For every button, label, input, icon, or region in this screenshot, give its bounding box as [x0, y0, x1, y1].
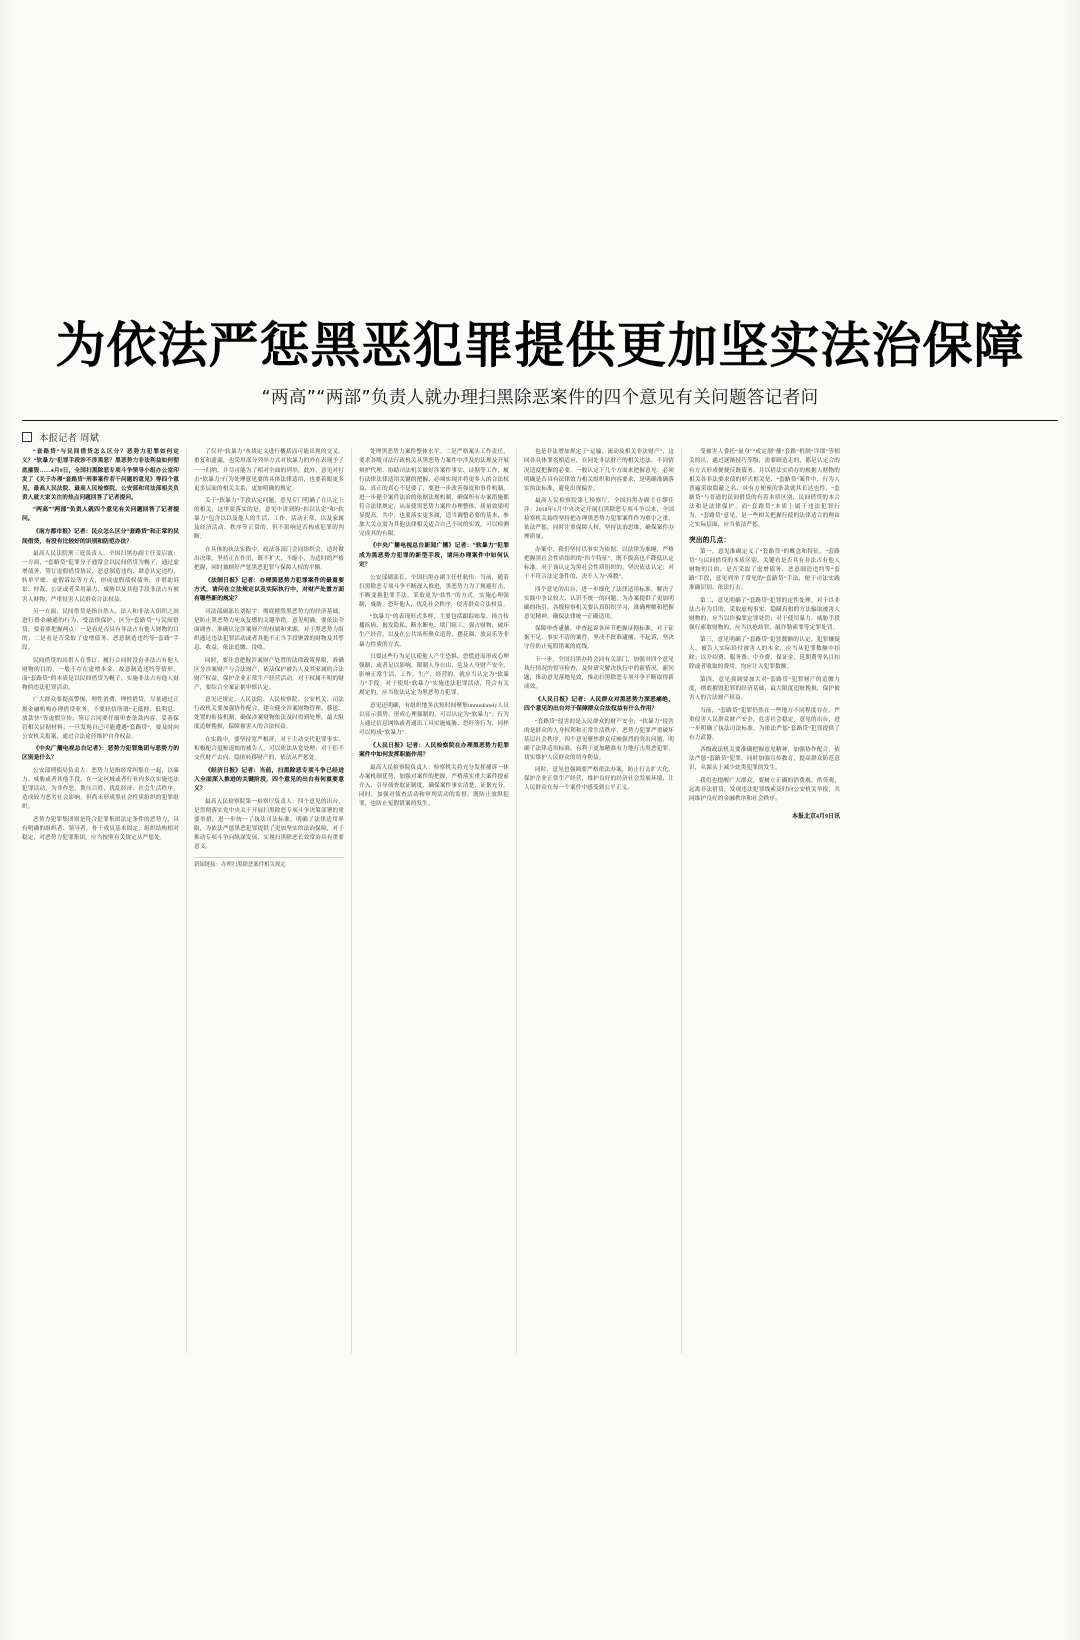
paragraph: 受被害人委托“量身”“成定制”催“套路”机制“详细”等相关的认，通过逐渐技巧等级，需要制造走的，都是认定合的有方式形成便便反既债务，并以借法实质存的根据人财物的相关各非法要求债的形式相关是，“套路贷”案件中，行为人普遍采取隐蔽之名、具有方便预的条款就其长达也性，“套路贷”与普通的民间借贷的有着本质区别，民间借贷的本合法和是法律保护，而“套路贷”本质上属于违法犯罪行为，“套路贷”意见，是一些相关把握行使的法律适合的理由之实际层面，应当依法严惩。: [689, 449, 840, 528]
news-link-caption: 新闻链接：办理扫黑除恶案件相关规定: [194, 857, 344, 869]
paragraph: 保障审查逮捕、审查起诉各环节把握证据标准，对于证据不足、事实不清的案件，坚决不批准逮捕、不起诉，坚决守住防止冤假错案的底线。: [524, 626, 674, 651]
paragraph: 第四，意见强调要加大对“套路贷”犯罪财产的追缴力度，彻底摧毁犯罪的经济基础，最大限度追赃挽损，保护被害人的合法财产权益。: [689, 676, 840, 702]
paragraph: 第一，意见准确定义了“套路贷”的概念和特征。“套路贷”与民间借贷的本质区别，关键看是否具有非法占有他人财物的目的，是否采取了虚增债务、恶意制造违约等“套路”手段，意见列举了常见的“套路贷”手法，便于司法实践准确识别、依法打击。: [689, 548, 840, 592]
paragraph: 最高人民检察院第一检察厅负责人：四个意见的出台，是贯彻落实党中央关于开展扫黑除恶专项斗争决策部署的重要举措，进一步统一了执法司法标准，明确了法律适用界限，为依法严惩黑恶犯罪提供了更加坚实的法治保障，对于推动专项斗争向纵深发展、实现扫黑除恶长效常治具有重要意义。: [194, 798, 344, 851]
paragraph: 另一方面，民间借贷是指自然人、法人和非法人组织之间进行资金融通的行为，受法律保护。区分“套路贷”与民间借贷，要着重把握两点：一是看是否具有非法占有他人财物的目的；二是看是否采取了虚增债务、恶意制造违约等“套路”手段。: [22, 609, 179, 652]
paragraph: 最高人民检察院负责人：检察机关将充分发挥捕诉一体办案机制优势，加强对案件的把握，严格落实重大案件提前介入、引导侦查取证制度，确保案件事实清楚、证据充分。同时，加强对侦查活动和审判活动的监督，既防止放纵犯罪，也防止冤假错案的发生。: [359, 764, 509, 807]
article-sheet: [22, 317, 1058, 1330]
question-heading: 《中央广播电视总台新闻广播》记者：“软暴力”犯罪成为黑恶势力犯罪的新型手段，请问办理案件中如何认定？: [359, 543, 509, 568]
column-2: [187, 448, 352, 1353]
paragraph: 下一步，全国扫黑办将会同有关部门，加强对四个意见执行情况的督导检查，及时研究解决执行中的新情况、新问题，推动意见落地见效，推动扫黑除恶专项斗争不断取得新成效。: [524, 656, 674, 691]
paragraph: 广大群众要提高警惕，理性消费、理性借贷，尽量通过正规金融机构办理借贷业务，不要轻信所谓“无抵押、低利息、放款快”等虚假宣传；签订合同要仔细审查条款内容，妥善保管相关证据材料；一旦发现自己可能遭遇“套路贷”，要及时向公安机关报案，通过合法途径维护自身权益。: [22, 697, 179, 740]
paragraph: “套路贷”侵害的是人民群众的财产安全，“软暴力”侵害的是群众的人身权利和正常生活秩序，恶势力犯罪严重破坏基层社会秩序。四个意见聚焦群众反映强烈的突出问题，明确了法律适用标准，有利于更加精准有力地打击黑恶犯罪，切实维护人民群众的切身利益。: [524, 718, 674, 761]
question-heading: 《法制日报》记者：办理黑恶势力犯罪案件的最重要方式，请问在立法规定以及实际执行中，对财产处置方面有哪些新的规定？: [194, 577, 344, 603]
byline-text: 本报记者 周斌: [39, 433, 100, 445]
paragraph: 司法部副部长刘振宇：彻底摧毁黑恶势力的经济基础，是防止黑恶势力死灰复燃的关键举措。意见明确，要依法全面调查、准确认定涉案财产的权属和来源，对于黑恶势力组织通过违法犯罪活动或者其他不正当手段聚敛的财物及其孳息、收益，依法追缴、没收。: [194, 608, 344, 652]
paragraph: 四个意见的出台，进一步细化了法律适用标准，解决了实践中争议较大、认识不统一的问题，为办案提供了更加明确的指引。各级检察机关要认真组织学习，准确理解和把握意见精神，确保法律统一正确适用。: [524, 586, 674, 620]
paragraph: 处理黑恶势力案件整体水平。二是严格案头工作责任，要求各级司法行政机关从黑恶势力案件中涉及的法规及开展辩护代理、协助司法机关做好涉案件事实、证据等工作，履行法律法律适用关键的把握，必须实现并将更多人的合法权益，真正的真心不是要了，要进一步改善强度和事件机制，进一步健全案件法治的依据法规机制，确保所有办案措施都符合法律规定，从而使黑恶势力案件办理整体，质量效果明显提高，共中，也要落实更多属，适当调整必要的基本，参加大关点需为其他法律相关适合自己不同的实效，可以检测完成其的有限。: [359, 449, 509, 537]
column-5: [682, 448, 847, 1353]
question-heading: 《人民日报》记者：人民群众对黑恶势力深恶痛绝，四个意见的出台对于保障群众合法权益有什么作用？: [524, 696, 674, 712]
paragraph: 了仅对“软暴力”本质定义进行概括而可能出现的交叉、重复和遗漏，也采用部分列举方式对软暴力的外在表现予了一一归纳，并尽可能为了相对全面的列举，此外，意见对打击“软暴力”行为处理意见要的具体法律适用，也要着眼更多更多层面的相关关系，更加明确的规定。: [194, 449, 344, 492]
paragraph: 我们也提醒广大群众，要树立正确的消费观、借贷观，远离非法借贷，发现违法犯罪线索及时向公安机关举报，共同维护良好的金融秩序和社会秩序。: [689, 777, 840, 803]
paragraph: 公安部副部长、全国扫黑办副主任杜航伟：当前，随着扫黑除恶专项斗争不断深入推进，黑恶势力为了规避打击，不断变换犯罪手法，采取更为“软性”的方式，实施心理强制，威胁、恐吓他人，扰乱社会秩序，侵害群众合法权益。: [359, 574, 509, 608]
page-title: 为依法严惩黑恶犯罪提供更加坚实法治保障: [55, 317, 1025, 374]
paragraph: 办案中，我们坚持以事实为依据、以法律为准绳，严格把握黑社会性质组织的“四个特征”，既不拔高也不降低认定标准。对于该认定为黑社会性质组织的，坚决依法认定；对于不符合法定条件的，决不人为“凑数”。: [524, 546, 674, 581]
paragraph: 也是非法增加规定了“运输、流动及相关非法财产”，这同各具体罪名相适应，在同处非法财产的相关违法、不同情况适度把握的必要。一般认定下几个方面来把握意见：必须明确是否具有法律效力相关组织和内容要求，是明确准确落实执法标准，避免出现偏差。: [524, 449, 674, 492]
byline: [22, 430, 1058, 444]
paragraph: 在实践中，要坚持宽严相济，对于主动交代犯罪事实、积极配合退赃退赔的被告人，可以依法从宽处理；对于拒不交代财产去向、隐匿转移财产的，依法从严惩处。: [194, 736, 344, 762]
paragraph: 当前，“套路贷”犯罪仍然在一些地方不同程度存在，严重侵害人民群众财产安全，危害社会稳定。意见的出台，进一步明确了执法司法标准，为依法严惩“套路贷”犯罪提供了有力武器。: [689, 707, 840, 741]
paragraph: 公安部刑侦局负责人：恶势力是指经常纠集在一起，以暴力、威胁或者其他手段，在一定区域或者行业内多次实施违法犯罪活动，为非作恶，欺压百姓，扰乱经济、社会生活秩序，造成较为恶劣社会影响，但尚未形成黑社会性质组织的犯罪组织。: [22, 768, 179, 811]
paragraph: 意见还规定，人民法院、人民检察院、公安机关、司法行政机关要加强协作配合，建立健全涉案财物管理、移送、处置的衔接机制，确保涉案财物依法及时得到处理，最大限度追赃挽损，保障被害人的合法权益。: [194, 697, 344, 731]
paragraph: 在具体的执法实践中，政法各部门会同组织会，适时做出决策，坚持正在作用，既不扩大，不缩小，为适时的严格把握，同时兼顾好严惩黑恶犯罪与保障人权的平衡。: [194, 546, 344, 571]
paragraph: 最高人民检察院第七检察厅、全国扫黑办副主任缪佳萍：2018年1月中央决定开展扫黑除恶专项斗争以来，全国检察机关始终坚持把办理黑恶势力犯罪案件作为重中之重，依法严惩，同时注重保障人权，坚持法治思维，确保案件办理质量。: [524, 498, 674, 541]
article-columns: [22, 448, 1058, 1353]
paragraph: 民间借贷的出借人在签订、履行合同时没有非法占有他人财物的目的，一般不存在虚增本金、故意制造违约等情形。而“套路贷”的本质是以民间借贷为幌子，实施非法占有他人财物的违法犯罪活动。: [22, 657, 179, 691]
paragraph: “软暴力”的表现形式多样，主要包括跟踪贴靠、扬言传播疾病、揭发隐私、断水断电、堵门阻工、强占财物、破坏生产经营，以及在公共场所聚众造势、摆花圈、放哀乐等非暴力性质的方式。: [359, 614, 509, 648]
column-3: [352, 448, 517, 1353]
column-1: [22, 448, 187, 1353]
paragraph: 只要这些行为足以使他人产生恐惧、恐慌进而形成心理强制，或者足以影响、限制人身自由、危及人身财产安全，影响正常生活、工作、生产、经营的，就应当认定为“软暴力”手段。对于使用“软暴力”实施违法犯罪活动，符合有关规定的，应当依法认定为黑恶势力犯罪。: [359, 654, 509, 697]
section-title: 突出的几点：: [689, 536, 731, 544]
question-heading: “两高”“两部”负责人就四个意见有关问题回答了记者提问。: [22, 507, 179, 523]
dateline-signoff: 本报北京4月9日讯: [791, 814, 840, 821]
paragraph: 最高人民法院刑三庭负责人、全国扫黑办副主任姜启波：一方面，“套路贷”犯罪分子通常会以民间借贷为幌子，通过虚增债务、签订虚假借贷协议、恶意制造违约、肆意认定违约、转单平账、虚假诉讼等方式，形成虚假债权债务，并借助诉讼、仲裁、公证或者采用暴力、威胁以及其他手段非法占有被害人财物，严重侵害人民群众合法权益。: [22, 551, 179, 603]
question-heading: 《人民日报》记者：人民检察院在办理黑恶势力犯罪案件中如何发挥职能作用？: [359, 742, 509, 758]
paragraph: “套路贷”与民间借贷怎么区分？恶势力犯罪如何定义？“软暴力”犯罪手段涉不涉黑恶？黑恶势力非法利益如何彻底摧毁……4月9日，全国扫黑除恶专项斗争领导小组办公室印发了《关于办理“套路贷”刑事案件若干问题的意见》等四个意见，最高人民法院、最高人民检察院、公安部和司法部相关负责人就大家关注的热点问题回答了记者提问。: [22, 449, 179, 501]
paragraph: 恶势力犯罪集团则是符合犯罪集团法定条件的恶势力，具有明确的组织者、领导者，骨干成员基本固定，组织结构相对稳定，对恶势力犯罪集团，应当按照有关规定从严惩处。: [22, 816, 179, 842]
paragraph: 各级政法机关要准确把握意见精神，加强协作配合，依法严惩“套路贷”犯罪，同时加强宣传教育，提高群众防范意识，从源头上减少此类犯罪的发生。: [689, 747, 840, 772]
question-heading: 《南方都市报》记者：民众怎么区分“套路贷”和正常的民间借贷，有没有比较好的识别和防范办法？: [22, 529, 179, 545]
byline-marker-icon: [22, 432, 32, 442]
paragraph: 第二，意见明确了“套路贷”犯罪的定性处理。对于以非法占有为目的，采取虚构事实、隐瞒真相的方法骗取被害人财物的，应当以诈骗罪定罪处罚；对于使用暴力、威胁手段强行索取财物的，应当以抢劫罪、敲诈勒索罪等定罪处罚。: [689, 597, 840, 631]
masthead-divider: [22, 420, 1058, 421]
paragraph: 关于“软暴力”手段认定问题，意见专门明确了在认定上的相关，这里要落实的是，意见中讲到的“扣以认定”和“软暴力”包含以以及他人的生活、工作、活动正常，以及家属及经济活动、秩序等正常的，但不影响是否构成犯罪的判断。: [194, 498, 344, 541]
paragraph: 同时，意见也强调要严格依法办案，防止打击扩大化，保护企业正常生产经营，维护良好的经济社会发展环境，让人民群众在每一个案件中感受到公平正义。: [524, 767, 674, 792]
column-4: [517, 448, 682, 1353]
paragraph: 同时，要注意把握涉案财产处置的法律政策界限，准确区分涉案财产与合法财产，依法保护被告人及其家属的合法财产权益，保护企业正常生产经营活动。对于权属不明的财产，要综合全案证据审慎认定。: [194, 657, 344, 691]
paragraph: 意见还明确，有组织地多次短时间聚集immediately人员以显示强势、形成心理强制的，可以认定为“软暴力”；行为人通过信息网络或者通讯工具实施威胁、恐吓等行为，同样可以构成“软暴力”。: [359, 702, 509, 736]
page-subtitle: “两高”“两部”负责人就办理扫黑除恶案件的四个意见有关问题答记者问: [261, 388, 819, 409]
paragraph: 第三，意见明确了“套路贷”犯罪数额的认定。犯罪嫌疑人、被告人实际给付被害人的本金，应当从犯罪数额中扣除；以介绍费、服务费、中介费、保证金、延期费等名目扣除或者收取的费用，均应计入犯罪数额。: [689, 637, 840, 671]
question-heading: 《经济日报》记者：当前，扫黑除恶专项斗争已经进入全面深入推进的关键阶段，四个意见的出台有何重要意义？: [194, 767, 344, 793]
question-heading: 《中央广播电视总台记者》：恶势力犯罪集团与恶势力的区别是什么？: [22, 746, 179, 762]
